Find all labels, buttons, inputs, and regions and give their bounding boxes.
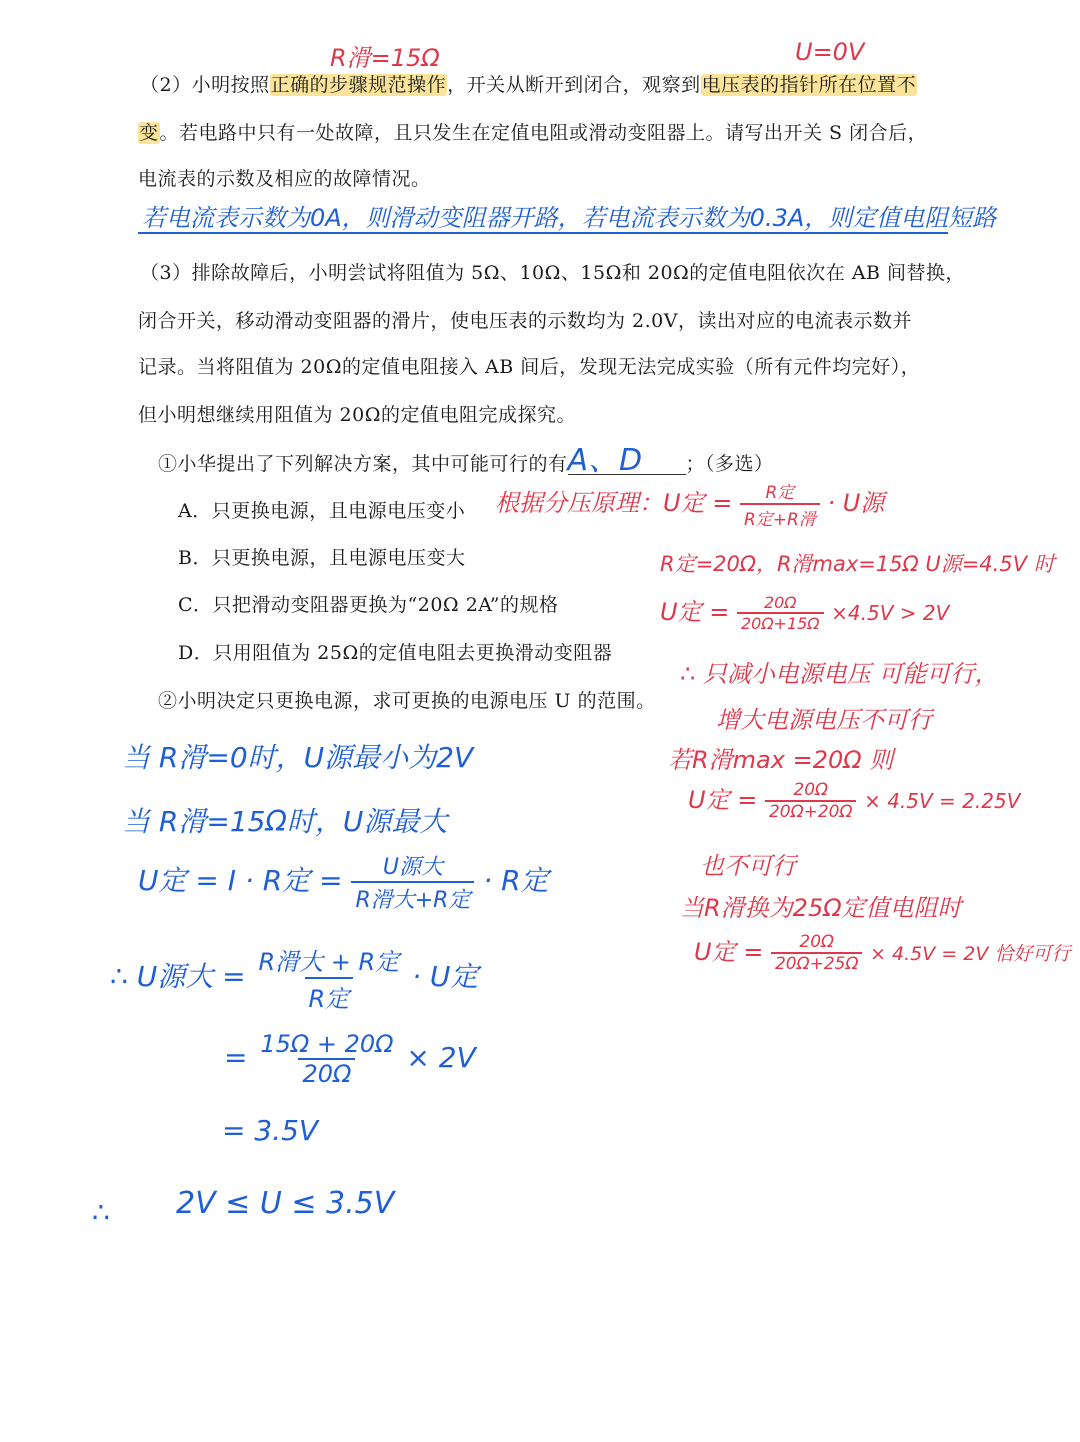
red-line-9: 当R滑换为25Ω定值电阻时 [680, 894, 962, 922]
q2-line2: 变。若电路中只有一处故障，且只发生在定值电阻或滑动变阻器上。请写出开关 S 闭合后， [139, 122, 928, 144]
blue-line-1: 当 R滑=0时，U源最小为2V [122, 741, 474, 774]
option-b: B．只更换电源，且电源电压变大 [178, 547, 466, 569]
red-formula-10: U定 = $\frac{20\Omega}{20\Omega+25\Omega}$ × 4.5V = 2V 恰好可行 [694, 932, 1071, 974]
blue-formula-5: = $\frac{15\Omega + 20\Omega}{20\Omega}$ × 2V [224, 1030, 476, 1088]
red-line-2: R定=20Ω，R滑max=15Ω U源=4.5V 时 [660, 552, 1055, 576]
q2-line3: 电流表的示数及相应的故障情况。 [138, 168, 431, 190]
red-line-5: 增大电源电压不可行 [716, 706, 932, 734]
annotation-u-zero: U=0V [795, 38, 865, 66]
answer-underline [138, 232, 948, 234]
q3-line1: （3）排除故障后，小明尝试将阻值为 5Ω、10Ω、15Ω和 20Ω的定值电阻依次在 AB 间替换， [140, 262, 966, 284]
blue-line-6: = 3.5V [222, 1114, 319, 1147]
q3-line2: 闭合开关，移动滑动变阻器的滑片，使电压表的示数均为 2.0V，读出对应的电流表示数并 [138, 310, 912, 332]
option-d: D．只用阻值为 25Ω的定值电阻去更换滑动变阻器 [178, 642, 613, 664]
q2-line1: （2）小明按照正确的步骤规范操作，开关从断开到闭合，观察到电压表的指针所在位置不 [140, 74, 917, 96]
option-a: A．只更换电源，且电源电压变小 [178, 500, 466, 522]
blue-formula-4: ∴ U源大 = $\frac{\text{R滑大 + R定}}{\text{R定}}$ · U定 [110, 948, 479, 1013]
blue-formula-3: U定 = I · R定 = $\frac{\text{U源大}}{\text{R滑大+R定}}$ · R定 [138, 855, 549, 913]
q3-line3: 记录。当将阻值为 20Ω的定值电阻接入 AB 间后，发现无法完成实验（所有元件均完好）， [138, 356, 921, 378]
red-formula-1: 根据分压原理：U定 = $\frac{\text{R定}}{\text{R定+R滑}}$ · U源 [495, 483, 885, 530]
red-line-8: 也不可行 [700, 852, 796, 880]
option-c: C．只把滑动变阻器更换为“20Ω 2A”的规格 [178, 594, 559, 616]
red-line-4: ∴ 只减小电源电压 可能可行， [680, 660, 999, 688]
q3-line4: 但小明想继续用阻值为 20Ω的定值电阻完成探究。 [138, 404, 576, 426]
annotation-r-slide: R滑=15Ω [330, 44, 440, 72]
q2-answer: 若电流表示数为0A，则滑动变阻器开路，若电流表示数为0.3A，则定值电阻短路 [142, 204, 997, 232]
red-line-6: 若R滑max =20Ω 则 [668, 746, 894, 774]
blue-line-2: 当 R滑=15Ω时，U源最大 [122, 805, 448, 838]
q3-sub1: ①小华提出了下列解决方案，其中可能可行的有A、D ；（多选） [158, 443, 774, 478]
blue-therefore: ∴ [92, 1196, 110, 1229]
sub1-answer: A、D [568, 448, 686, 475]
red-formula-3: U定 = $\frac{20\Omega}{20\Omega+15\Omega}$ ×4.5V > 2V [660, 593, 950, 633]
blue-line-7: 2V ≤ U ≤ 3.5V [176, 1186, 395, 1221]
red-formula-7: U定 = $\frac{20\Omega}{20\Omega+20\Omega}$ × 4.5V = 2.25V [688, 780, 1021, 822]
q3-sub2: ②小明决定只更换电源，求可更换的电源电压 U 的范围。 [158, 690, 656, 712]
